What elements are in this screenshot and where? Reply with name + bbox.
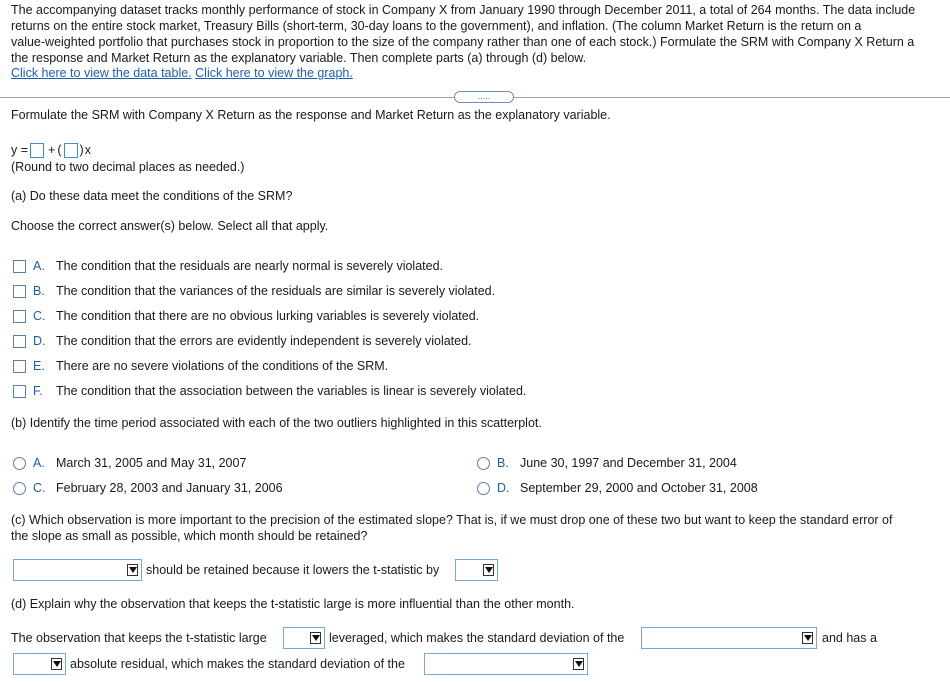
option-letter: E. bbox=[33, 359, 45, 373]
radio-button[interactable] bbox=[13, 482, 26, 495]
option-letter: A. bbox=[33, 456, 45, 470]
part-c-question-line-2: the slope as small as possible, which month should be retained? bbox=[11, 529, 368, 543]
radio-button[interactable] bbox=[477, 457, 490, 470]
retained-month-dropdown[interactable] bbox=[13, 559, 142, 581]
dropdown-arrow-icon bbox=[483, 564, 494, 576]
option-letter: B. bbox=[33, 284, 45, 298]
option-text: March 31, 2005 and May 31, 2007 bbox=[56, 456, 247, 470]
expand-toggle-button[interactable]: ..... bbox=[454, 91, 514, 103]
srm-instruction: Formulate the SRM with Company X Return as the response and Market Return as the explanatory variable. bbox=[11, 108, 611, 122]
part-a-question: (a) Do these data meet the conditions of the SRM? bbox=[11, 189, 293, 203]
equation-y-label: y = bbox=[11, 143, 29, 157]
leverage-dropdown[interactable] bbox=[283, 627, 325, 649]
slope-input[interactable] bbox=[64, 143, 78, 158]
part-d-text-4: absolute residual, which makes the standard deviation of the bbox=[70, 657, 405, 671]
option-text: There are no severe violations of the conditions of the SRM. bbox=[56, 359, 389, 373]
intro-line-2: returns on the entire stock market, Treasury Bills (short-term, 30-day loans to the government), and inflation. (The column Market Return is the return on a bbox=[11, 19, 862, 33]
checkbox[interactable] bbox=[13, 360, 26, 373]
intro-line-4: the response and Market Return as the explanatory variable. Then complete parts (a) through (d) below. bbox=[11, 51, 587, 65]
option-letter: B. bbox=[497, 456, 509, 470]
option-c-checkbox-row[interactable] bbox=[13, 307, 479, 325]
option-text: The condition that the errors are evidently independent is severely violated. bbox=[56, 334, 472, 348]
option-text: February 28, 2003 and January 31, 2006 bbox=[56, 481, 283, 495]
regression-equation bbox=[11, 141, 91, 159]
option-letter: A. bbox=[33, 259, 45, 273]
option-text: September 29, 2000 and October 31, 2008 bbox=[520, 481, 758, 495]
intro-line-1: The accompanying dataset tracks monthly performance of stock in Company X from January 1990 through December 2011, a total of 264 months. The data include bbox=[11, 3, 916, 17]
view-graph-link[interactable]: Click here to view the graph. bbox=[195, 66, 353, 80]
equation-x-label: x bbox=[84, 143, 91, 157]
checkbox[interactable] bbox=[13, 385, 26, 398]
part-d-text-2: leveraged, which makes the standard deviation of the bbox=[329, 631, 625, 645]
checkbox[interactable] bbox=[13, 310, 26, 323]
part-b-question: (b) Identify the time period associated with each of the two outliers highlighted in this scatterplot. bbox=[11, 416, 542, 430]
equation-open-paren: ( bbox=[57, 143, 62, 157]
part-d-question: (d) Explain why the observation that keeps the t-statistic large is more influential than the other month. bbox=[11, 597, 575, 611]
option-b-b-radio-row[interactable] bbox=[477, 454, 737, 472]
checkbox[interactable] bbox=[13, 285, 26, 298]
option-b-checkbox-row[interactable] bbox=[13, 282, 495, 300]
equation-close-paren: ) bbox=[79, 143, 84, 157]
option-text: The condition that the association between the variables is linear is severely violated. bbox=[56, 384, 527, 398]
option-text: The condition that the variances of the residuals are similar is severely violated. bbox=[56, 284, 496, 298]
part-c-answer-text: should be retained because it lowers the t-statistic by bbox=[146, 563, 440, 577]
part-c-question-line-1: (c) Which observation is more important to the precision of the estimated slope? That is, if we must drop one of these two but want to keep the standard error of bbox=[11, 513, 893, 527]
sd-effect-dropdown-2[interactable] bbox=[424, 653, 588, 675]
radio-button[interactable] bbox=[13, 457, 26, 470]
residual-size-dropdown[interactable] bbox=[13, 653, 66, 675]
view-data-table-link[interactable]: Click here to view the data table. bbox=[11, 66, 192, 80]
select-all-instruction: Choose the correct answer(s) below. Select all that apply. bbox=[11, 219, 329, 233]
intercept-input[interactable] bbox=[30, 143, 44, 158]
option-b-c-radio-row[interactable] bbox=[13, 479, 283, 497]
dropdown-arrow-icon bbox=[51, 658, 62, 670]
option-letter: C. bbox=[33, 481, 46, 495]
checkbox[interactable] bbox=[13, 335, 26, 348]
checkbox[interactable] bbox=[13, 260, 26, 273]
option-text: The condition that there are no obvious lurking variables is severely violated. bbox=[56, 309, 480, 323]
option-text: June 30, 1997 and December 31, 2004 bbox=[520, 456, 737, 470]
option-f-checkbox-row[interactable] bbox=[13, 382, 526, 400]
option-b-a-radio-row[interactable] bbox=[13, 454, 246, 472]
option-letter: F. bbox=[33, 384, 43, 398]
dropdown-arrow-icon bbox=[127, 564, 138, 576]
option-d-checkbox-row[interactable] bbox=[13, 332, 472, 350]
part-d-text-3: and has a bbox=[822, 631, 877, 645]
part-d-text-1: The observation that keeps the t-statistic large bbox=[11, 631, 267, 645]
option-text: The condition that the residuals are nearly normal is severely violated. bbox=[56, 259, 444, 273]
equation-plus: + bbox=[48, 143, 56, 157]
dropdown-arrow-icon bbox=[310, 632, 321, 644]
dropdown-arrow-icon bbox=[573, 658, 584, 670]
option-letter: C. bbox=[33, 309, 46, 323]
radio-button[interactable] bbox=[477, 482, 490, 495]
intro-line-3: value-weighted portfolio that purchases stock in proportion to the size of the company rather than one of each stock.) Formulate the SRM with Company X Return a bbox=[11, 35, 915, 49]
option-letter: D. bbox=[33, 334, 46, 348]
t-statistic-change-dropdown[interactable] bbox=[455, 559, 498, 581]
option-letter: D. bbox=[497, 481, 510, 495]
sd-effect-dropdown-1[interactable] bbox=[641, 627, 817, 649]
option-e-checkbox-row[interactable] bbox=[13, 357, 388, 375]
option-b-d-radio-row[interactable] bbox=[477, 479, 758, 497]
option-a-checkbox-row[interactable] bbox=[13, 257, 443, 275]
problem-statement bbox=[11, 2, 950, 66]
resource-links bbox=[11, 66, 353, 80]
dropdown-arrow-icon bbox=[802, 632, 813, 644]
rounding-note: (Round to two decimal places as needed.) bbox=[11, 160, 245, 174]
